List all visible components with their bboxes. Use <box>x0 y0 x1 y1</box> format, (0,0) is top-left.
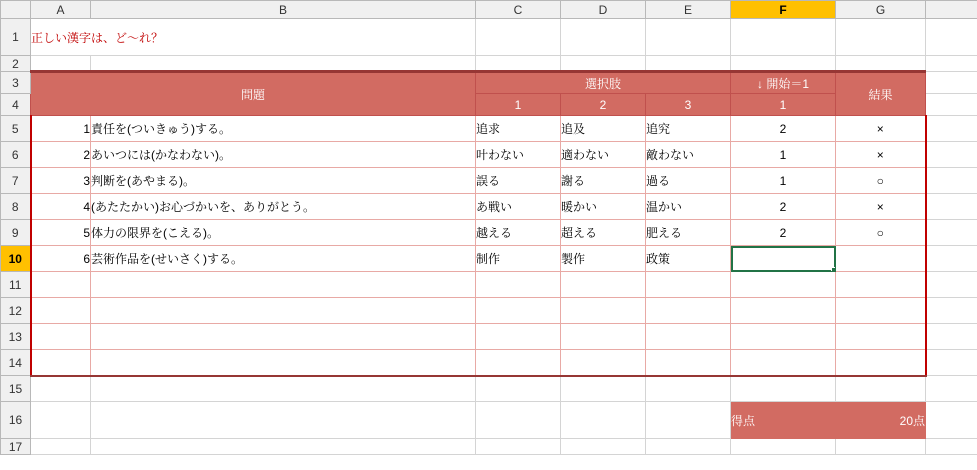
cell-b10-question[interactable]: 芸術作品を(せいさく)する。 <box>91 246 476 272</box>
row-1 <box>1 19 977 56</box>
cell-f6-answer[interactable]: 1 <box>731 142 836 168</box>
row-17 <box>1 439 977 455</box>
cell-d17[interactable] <box>561 439 646 455</box>
cell-b13[interactable] <box>91 324 476 350</box>
cell-h16[interactable] <box>926 402 977 439</box>
row-header-6[interactable]: 6 <box>1 142 31 168</box>
cell-g10-result[interactable] <box>836 246 926 272</box>
cell-c9-choice1[interactable]: 越える <box>476 220 561 246</box>
cell-g6-result[interactable]: × <box>836 142 926 168</box>
cell-h10[interactable] <box>926 246 977 272</box>
cell-c7-choice1[interactable]: 誤る <box>476 168 561 194</box>
cell-g7-result[interactable]: ○ <box>836 168 926 194</box>
cell-h13[interactable] <box>926 324 977 350</box>
cell-c2[interactable] <box>476 56 561 72</box>
cell-a12[interactable] <box>31 298 91 324</box>
header-answer-top[interactable]: ↓ 開始＝1 <box>731 72 836 94</box>
row-header-3[interactable]: 3 <box>1 72 31 94</box>
row-2 <box>1 56 977 72</box>
cell-f1[interactable] <box>731 19 836 56</box>
cell-h5[interactable] <box>926 116 977 142</box>
row-header-4[interactable]: 4 <box>1 94 31 116</box>
cell-d1[interactable] <box>561 19 646 56</box>
cell-g1[interactable] <box>836 19 926 56</box>
cell-d6-choice2[interactable]: 適わない <box>561 142 646 168</box>
cell-d12[interactable] <box>561 298 646 324</box>
cell-b5-question[interactable]: 責任を(ついきゅう)する。 <box>91 116 476 142</box>
cell-e10-choice3[interactable]: 政策 <box>646 246 731 272</box>
cell-d8-choice2[interactable]: 暖かい <box>561 194 646 220</box>
cell-d16[interactable] <box>561 402 646 439</box>
row-14 <box>1 350 977 376</box>
cell-f15[interactable] <box>731 376 836 402</box>
cell-f8-answer[interactable]: 2 <box>731 194 836 220</box>
cell-h3[interactable] <box>926 72 977 94</box>
header-answer-value[interactable]: 1 <box>731 94 836 116</box>
cell-e1[interactable] <box>646 19 731 56</box>
cell-e15[interactable] <box>646 376 731 402</box>
row-header-16[interactable]: 16 <box>1 402 31 439</box>
cell-a10-number[interactable]: 6 <box>31 246 91 272</box>
cell-h6[interactable] <box>926 142 977 168</box>
row-header-9[interactable]: 9 <box>1 220 31 246</box>
cell-d5-choice2[interactable]: 追及 <box>561 116 646 142</box>
cell-f2[interactable] <box>731 56 836 72</box>
row-header-2[interactable]: 2 <box>1 56 31 72</box>
cell-f9-answer[interactable]: 2 <box>731 220 836 246</box>
cell-c8-choice1[interactable]: あ戦い <box>476 194 561 220</box>
row-header-8[interactable]: 8 <box>1 194 31 220</box>
cell-b7-question[interactable]: 判断を(あやまる)。 <box>91 168 476 194</box>
cell-a16[interactable] <box>31 402 91 439</box>
row-6 <box>1 142 977 168</box>
column-header-row <box>1 1 977 19</box>
cell-e7-choice3[interactable]: 過る <box>646 168 731 194</box>
cell-f10-answer-active[interactable] <box>731 246 836 272</box>
row-header-13[interactable]: 13 <box>1 324 31 350</box>
cell-g17[interactable] <box>836 439 926 455</box>
column-header-b[interactable]: B <box>91 1 476 19</box>
cell-h15[interactable] <box>926 376 977 402</box>
cell-g15[interactable] <box>836 376 926 402</box>
row-header-5[interactable]: 5 <box>1 116 31 142</box>
column-header-e[interactable]: E <box>646 1 731 19</box>
row-16 <box>1 402 977 439</box>
header-result[interactable]: 結果 <box>836 72 926 116</box>
cell-d13[interactable] <box>561 324 646 350</box>
column-header-a[interactable]: A <box>31 1 91 19</box>
row-8 <box>1 194 977 220</box>
row-10 <box>1 246 977 272</box>
cell-c14[interactable] <box>476 350 561 376</box>
cell-c5-choice1[interactable]: 追求 <box>476 116 561 142</box>
row-header-7[interactable]: 7 <box>1 168 31 194</box>
row-header-11[interactable]: 11 <box>1 272 31 298</box>
cell-g8-result[interactable]: × <box>836 194 926 220</box>
row-13 <box>1 324 977 350</box>
cell-b14[interactable] <box>91 350 476 376</box>
cell-c16[interactable] <box>476 402 561 439</box>
cell-b15[interactable] <box>91 376 476 402</box>
column-header-overflow[interactable] <box>926 1 977 19</box>
cell-g12[interactable] <box>836 298 926 324</box>
cell-f14[interactable] <box>731 350 836 376</box>
cell-b2[interactable] <box>91 56 476 72</box>
header-choice-1[interactable]: 1 <box>476 94 561 116</box>
row-5 <box>1 116 977 142</box>
row-header-12[interactable]: 12 <box>1 298 31 324</box>
row-header-10[interactable]: 10 <box>1 246 31 272</box>
cell-a13[interactable] <box>31 324 91 350</box>
score-label[interactable]: 得点 <box>731 402 836 439</box>
column-header-d[interactable]: D <box>561 1 646 19</box>
row-header-1[interactable]: 1 <box>1 19 31 56</box>
cell-f11[interactable] <box>731 272 836 298</box>
cell-f13[interactable] <box>731 324 836 350</box>
row-3 <box>1 72 977 94</box>
cell-d7-choice2[interactable]: 謝る <box>561 168 646 194</box>
cell-g11[interactable] <box>836 272 926 298</box>
cell-c6-choice1[interactable]: 叶わない <box>476 142 561 168</box>
cell-a9-number[interactable]: 5 <box>31 220 91 246</box>
cell-f7-answer[interactable]: 1 <box>731 168 836 194</box>
cell-f5-answer[interactable]: 2 <box>731 116 836 142</box>
cell-g13[interactable] <box>836 324 926 350</box>
cell-d14[interactable] <box>561 350 646 376</box>
header-choice-3[interactable]: 3 <box>646 94 731 116</box>
row-header-14[interactable]: 14 <box>1 350 31 376</box>
score-value[interactable]: 20点 <box>836 402 926 439</box>
header-choices[interactable]: 選択肢 <box>476 72 731 94</box>
cell-d9-choice2[interactable]: 超える <box>561 220 646 246</box>
cell-e13[interactable] <box>646 324 731 350</box>
cell-e14[interactable] <box>646 350 731 376</box>
cell-f12[interactable] <box>731 298 836 324</box>
cell-h4[interactable] <box>926 94 977 116</box>
cell-e9-choice3[interactable]: 肥える <box>646 220 731 246</box>
cell-e5-choice3[interactable]: 追究 <box>646 116 731 142</box>
cell-b9-question[interactable]: 体力の限界を(こえる)。 <box>91 220 476 246</box>
cell-a15[interactable] <box>31 376 91 402</box>
cell-h8[interactable] <box>926 194 977 220</box>
cell-h9[interactable] <box>926 220 977 246</box>
cell-g14[interactable] <box>836 350 926 376</box>
cell-d10-choice2[interactable]: 製作 <box>561 246 646 272</box>
cell-b6-question[interactable]: あいつには(かなわない)。 <box>91 142 476 168</box>
row-header-17[interactable]: 17 <box>1 439 31 455</box>
cell-c12[interactable] <box>476 298 561 324</box>
cell-d11[interactable] <box>561 272 646 298</box>
cell-g2[interactable] <box>836 56 926 72</box>
cell-c10-choice1[interactable]: 制作 <box>476 246 561 272</box>
cell-h11[interactable] <box>926 272 977 298</box>
cell-a17[interactable] <box>31 439 91 455</box>
cell-e17[interactable] <box>646 439 731 455</box>
cell-a11[interactable] <box>31 272 91 298</box>
cell-a8-number[interactable]: 4 <box>31 194 91 220</box>
cell-f17[interactable] <box>731 439 836 455</box>
cell-c13[interactable] <box>476 324 561 350</box>
row-9 <box>1 220 977 246</box>
cell-g9-result[interactable]: ○ <box>836 220 926 246</box>
column-header-c[interactable]: C <box>476 1 561 19</box>
cell-e2[interactable] <box>646 56 731 72</box>
column-header-f[interactable]: F <box>731 1 836 19</box>
cell-e16[interactable] <box>646 402 731 439</box>
cell-e8-choice3[interactable]: 温かい <box>646 194 731 220</box>
cell-c15[interactable] <box>476 376 561 402</box>
cell-a7-number[interactable]: 3 <box>31 168 91 194</box>
cell-d2[interactable] <box>561 56 646 72</box>
cell-a5-number[interactable]: 1 <box>31 116 91 142</box>
cell-e12[interactable] <box>646 298 731 324</box>
cell-h1[interactable] <box>926 19 977 56</box>
row-header-15[interactable]: 15 <box>1 376 31 402</box>
cell-h14[interactable] <box>926 350 977 376</box>
cell-e11[interactable] <box>646 272 731 298</box>
cell-h12[interactable] <box>926 298 977 324</box>
cell-c1[interactable] <box>476 19 561 56</box>
sheet-title[interactable]: 正しい漢字は、ど～れ？ <box>31 19 476 56</box>
cell-b17[interactable] <box>91 439 476 455</box>
cell-b8-question[interactable]: (あたたかい)お心づかいを、ありがとう。 <box>91 194 476 220</box>
cell-a6-number[interactable]: 2 <box>31 142 91 168</box>
cell-d15[interactable] <box>561 376 646 402</box>
cell-a2[interactable] <box>31 56 91 72</box>
row-7 <box>1 168 977 194</box>
row-15 <box>1 376 977 402</box>
select-all-corner[interactable] <box>1 1 31 19</box>
row-11 <box>1 272 977 298</box>
cell-c17[interactable] <box>476 439 561 455</box>
cell-b12[interactable] <box>91 298 476 324</box>
cell-b16[interactable] <box>91 402 476 439</box>
row-12 <box>1 298 977 324</box>
cell-h17[interactable] <box>926 439 977 455</box>
cell-b11[interactable] <box>91 272 476 298</box>
column-header-g[interactable]: G <box>836 1 926 19</box>
cell-h2[interactable] <box>926 56 977 72</box>
header-question[interactable]: 問題 <box>31 72 476 116</box>
cell-a14[interactable] <box>31 350 91 376</box>
cell-g5-result[interactable]: × <box>836 116 926 142</box>
cell-e6-choice3[interactable]: 敵わない <box>646 142 731 168</box>
cell-c11[interactable] <box>476 272 561 298</box>
cell-h7[interactable] <box>926 168 977 194</box>
header-choice-2[interactable]: 2 <box>561 94 646 116</box>
